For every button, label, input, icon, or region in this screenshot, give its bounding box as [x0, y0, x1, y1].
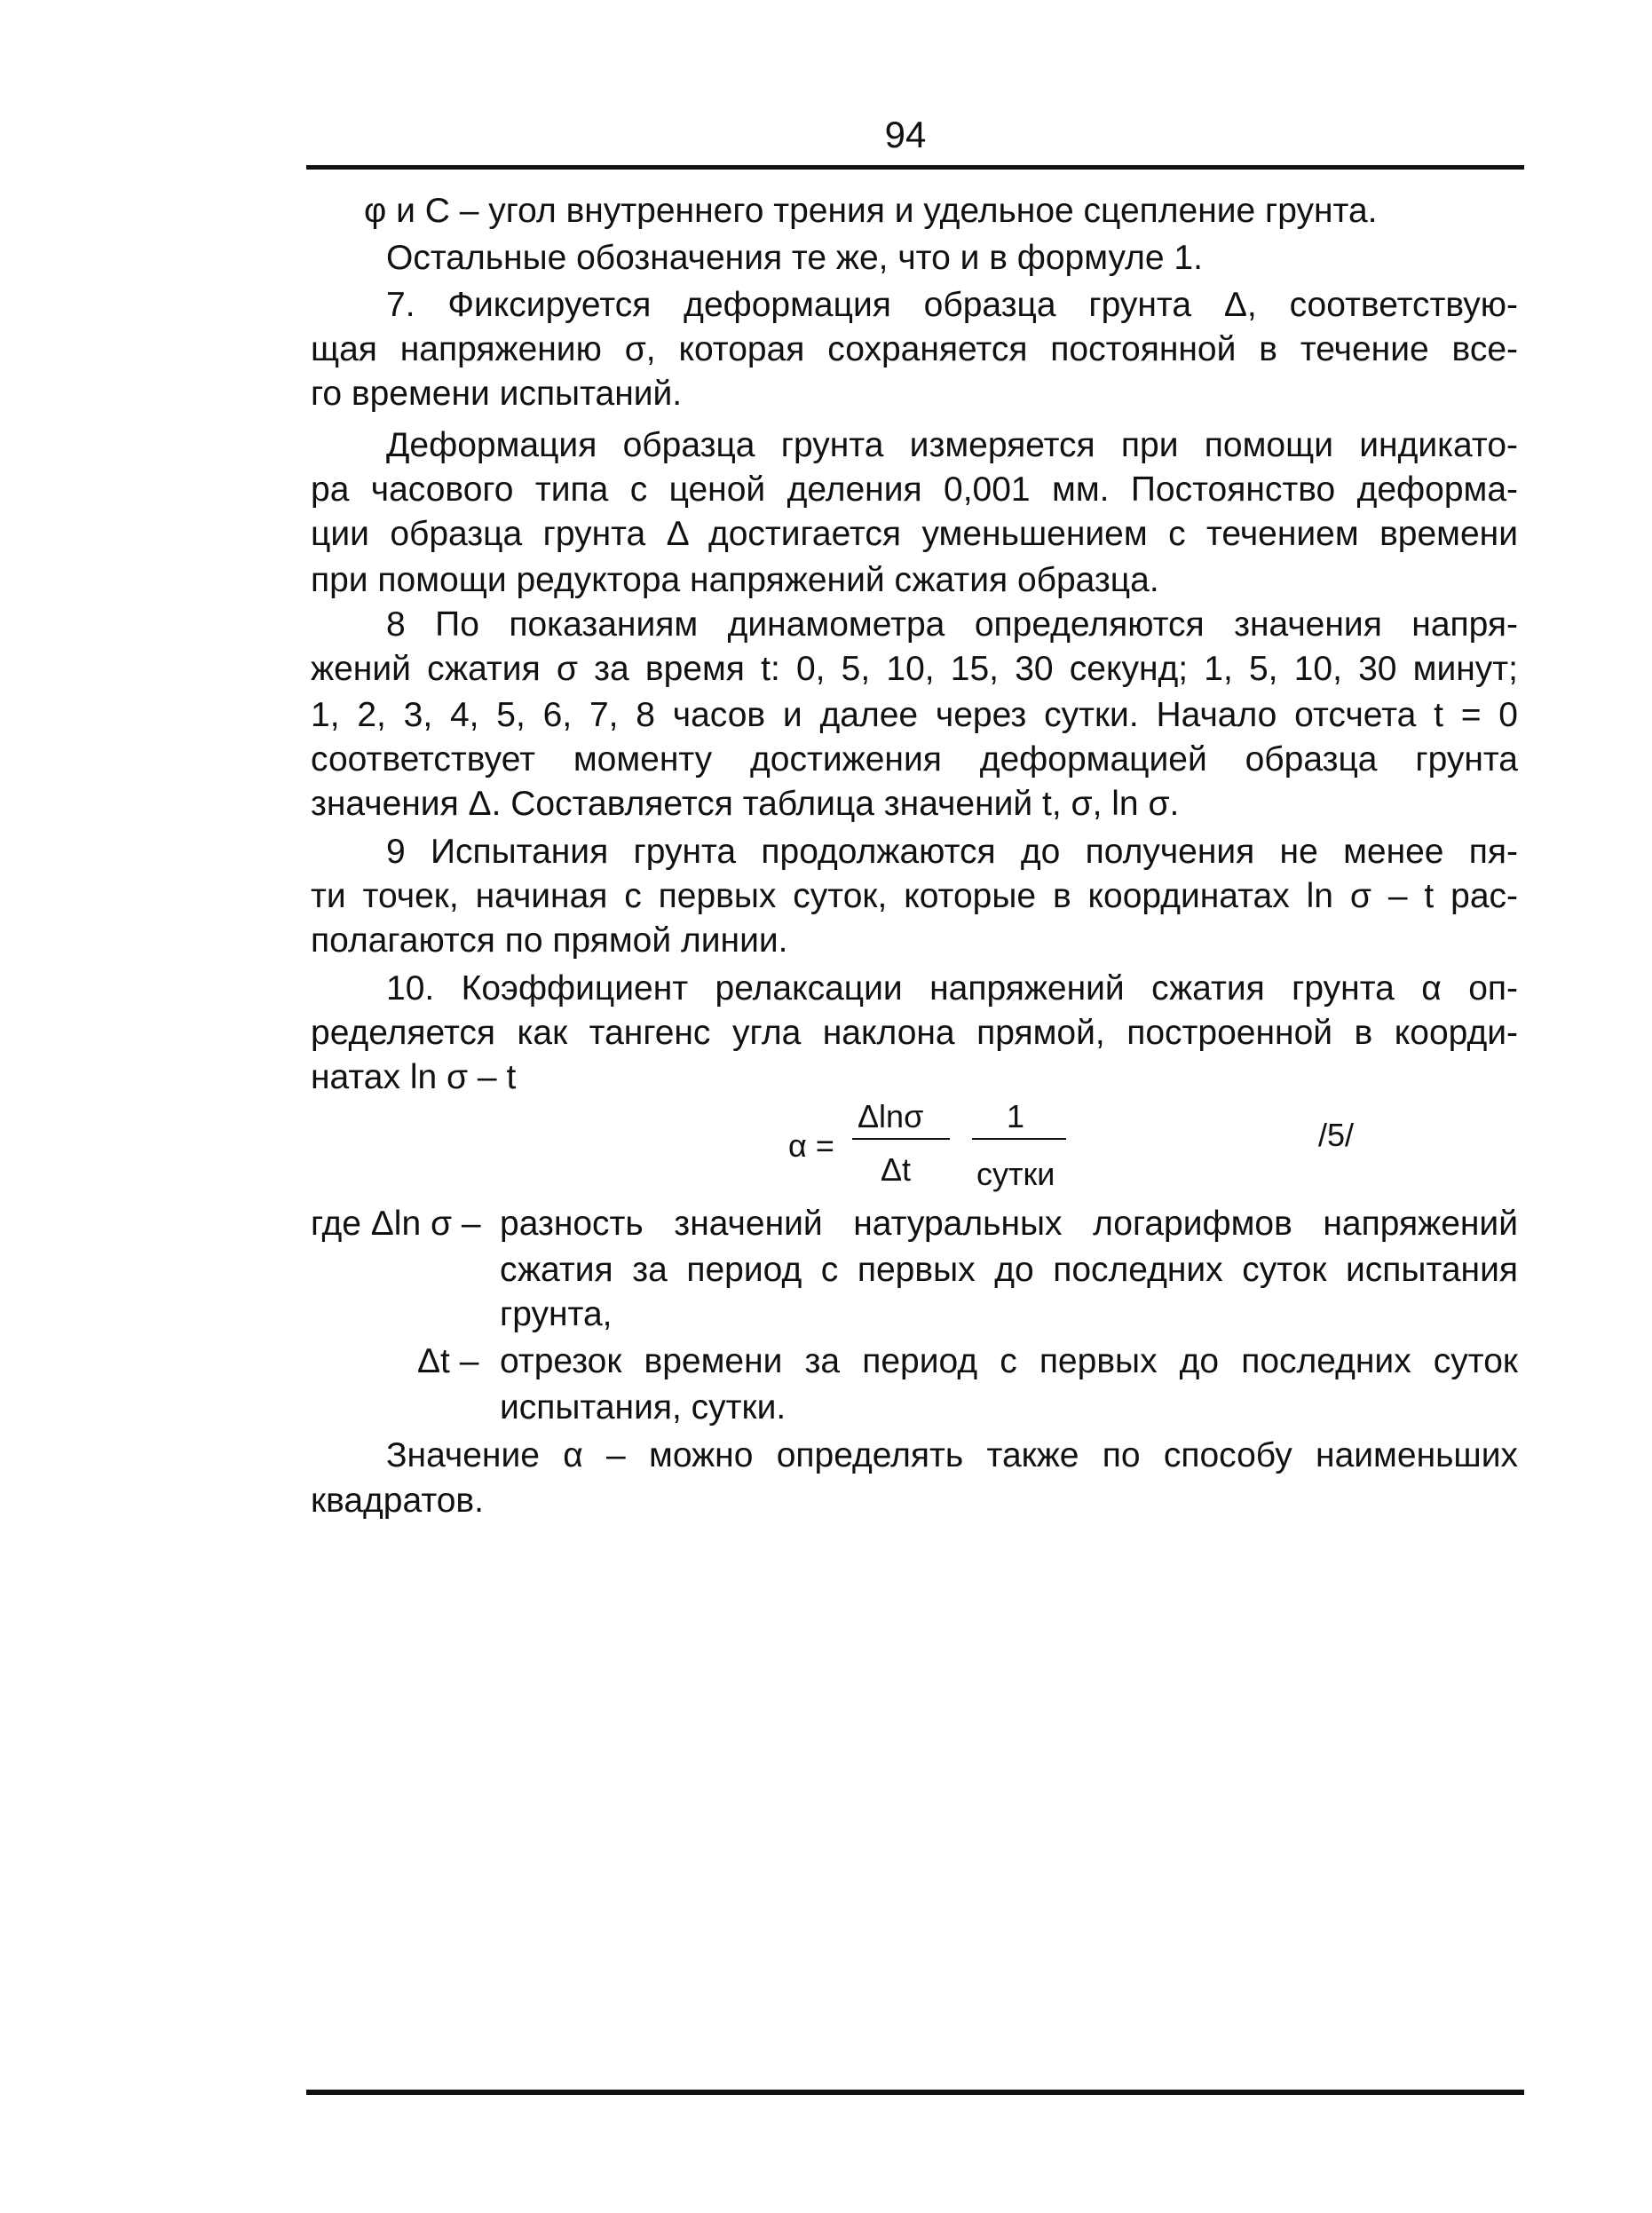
text-line: при помощи редуктора напряжений сжатия образца.	[311, 561, 1159, 599]
formula-numerator: 1	[1007, 1098, 1025, 1134]
page-number: 94	[884, 114, 927, 155]
text-line: значения Δ. Составляется таблица значений t, σ, ln σ.	[311, 785, 1180, 823]
text-line: щая напряжению σ, которая сохраняется постоянной в течение все-	[311, 330, 1518, 368]
text-line: Значение α – можно определять также по способу наименьших	[386, 1436, 1518, 1474]
formula-numerator: Δlnσ	[858, 1098, 924, 1134]
definition-line: испытания, сутки.	[500, 1388, 786, 1427]
header-rule	[306, 165, 1524, 170]
text-line: 9 Испытания грунта продолжаются до получения не менее пя-	[386, 833, 1518, 871]
text-line: 7. Фиксируется деформация образца грунта Δ, соответствую-	[386, 286, 1518, 324]
definition-term: Δt –	[417, 1342, 479, 1380]
text-line: натах ln σ – t	[311, 1058, 517, 1096]
text-line: ра часового типа с ценой деления 0,001 мм. Постоянство деформа-	[311, 470, 1518, 509]
text-line: ределяется как тангенс угла наклона прямой, построенной в коорди-	[311, 1014, 1518, 1052]
formula-denominator: Δt	[881, 1151, 912, 1188]
footer-rule	[306, 2090, 1524, 2095]
fraction-bar	[852, 1138, 950, 1140]
text-line: 8 По показаниям динамометра определяются значения напря-	[386, 605, 1518, 644]
formula-lhs: α =	[788, 1127, 834, 1164]
definition-line: грунта,	[500, 1295, 613, 1333]
text-line: Остальные обозначения те же, что и в формуле 1.	[386, 239, 1203, 277]
definition-line: отрезок времени за период с первых до последних суток	[500, 1342, 1518, 1380]
text-line: полагаются по прямой линии.	[311, 921, 788, 960]
definition-term: где Δln σ –	[311, 1205, 481, 1243]
text-line: Деформация образца грунта измеряется при помощи индикато-	[386, 426, 1518, 464]
text-line: квадратов.	[311, 1482, 484, 1520]
fraction-bar	[972, 1138, 1066, 1140]
text-line: 10. Коэффициент релаксации напряжений сжатия грунта α оп-	[386, 969, 1518, 1008]
text-line: жений сжатия σ за время t: 0, 5, 10, 15, 30 секунд; 1, 5, 10, 30 минут;	[311, 650, 1518, 688]
text-line: ции образца грунта Δ достигается уменьшением с течением времени	[311, 515, 1518, 553]
text-line: 1, 2, 3, 4, 5, 6, 7, 8 часов и далее через сутки. Начало отсчета t = 0	[311, 696, 1518, 734]
text-line: ти точек, начиная с первых суток, которые в координатах ln σ – t рас-	[311, 877, 1518, 915]
text-line: го времени испытаний.	[311, 375, 683, 413]
definition-line: сжатия за период с первых до последних суток испытания	[500, 1251, 1518, 1289]
formula-number: /5/	[1318, 1117, 1355, 1153]
text-line: соответствует моменту достижения деформацией образца грунта	[311, 740, 1518, 779]
formula-denominator: сутки	[976, 1156, 1055, 1192]
definition-line: разность значений натуральных логарифмов напряжений	[500, 1205, 1518, 1243]
text-line: φ и С – угол внутреннего трения и удельное сцепление грунта.	[364, 192, 1378, 230]
